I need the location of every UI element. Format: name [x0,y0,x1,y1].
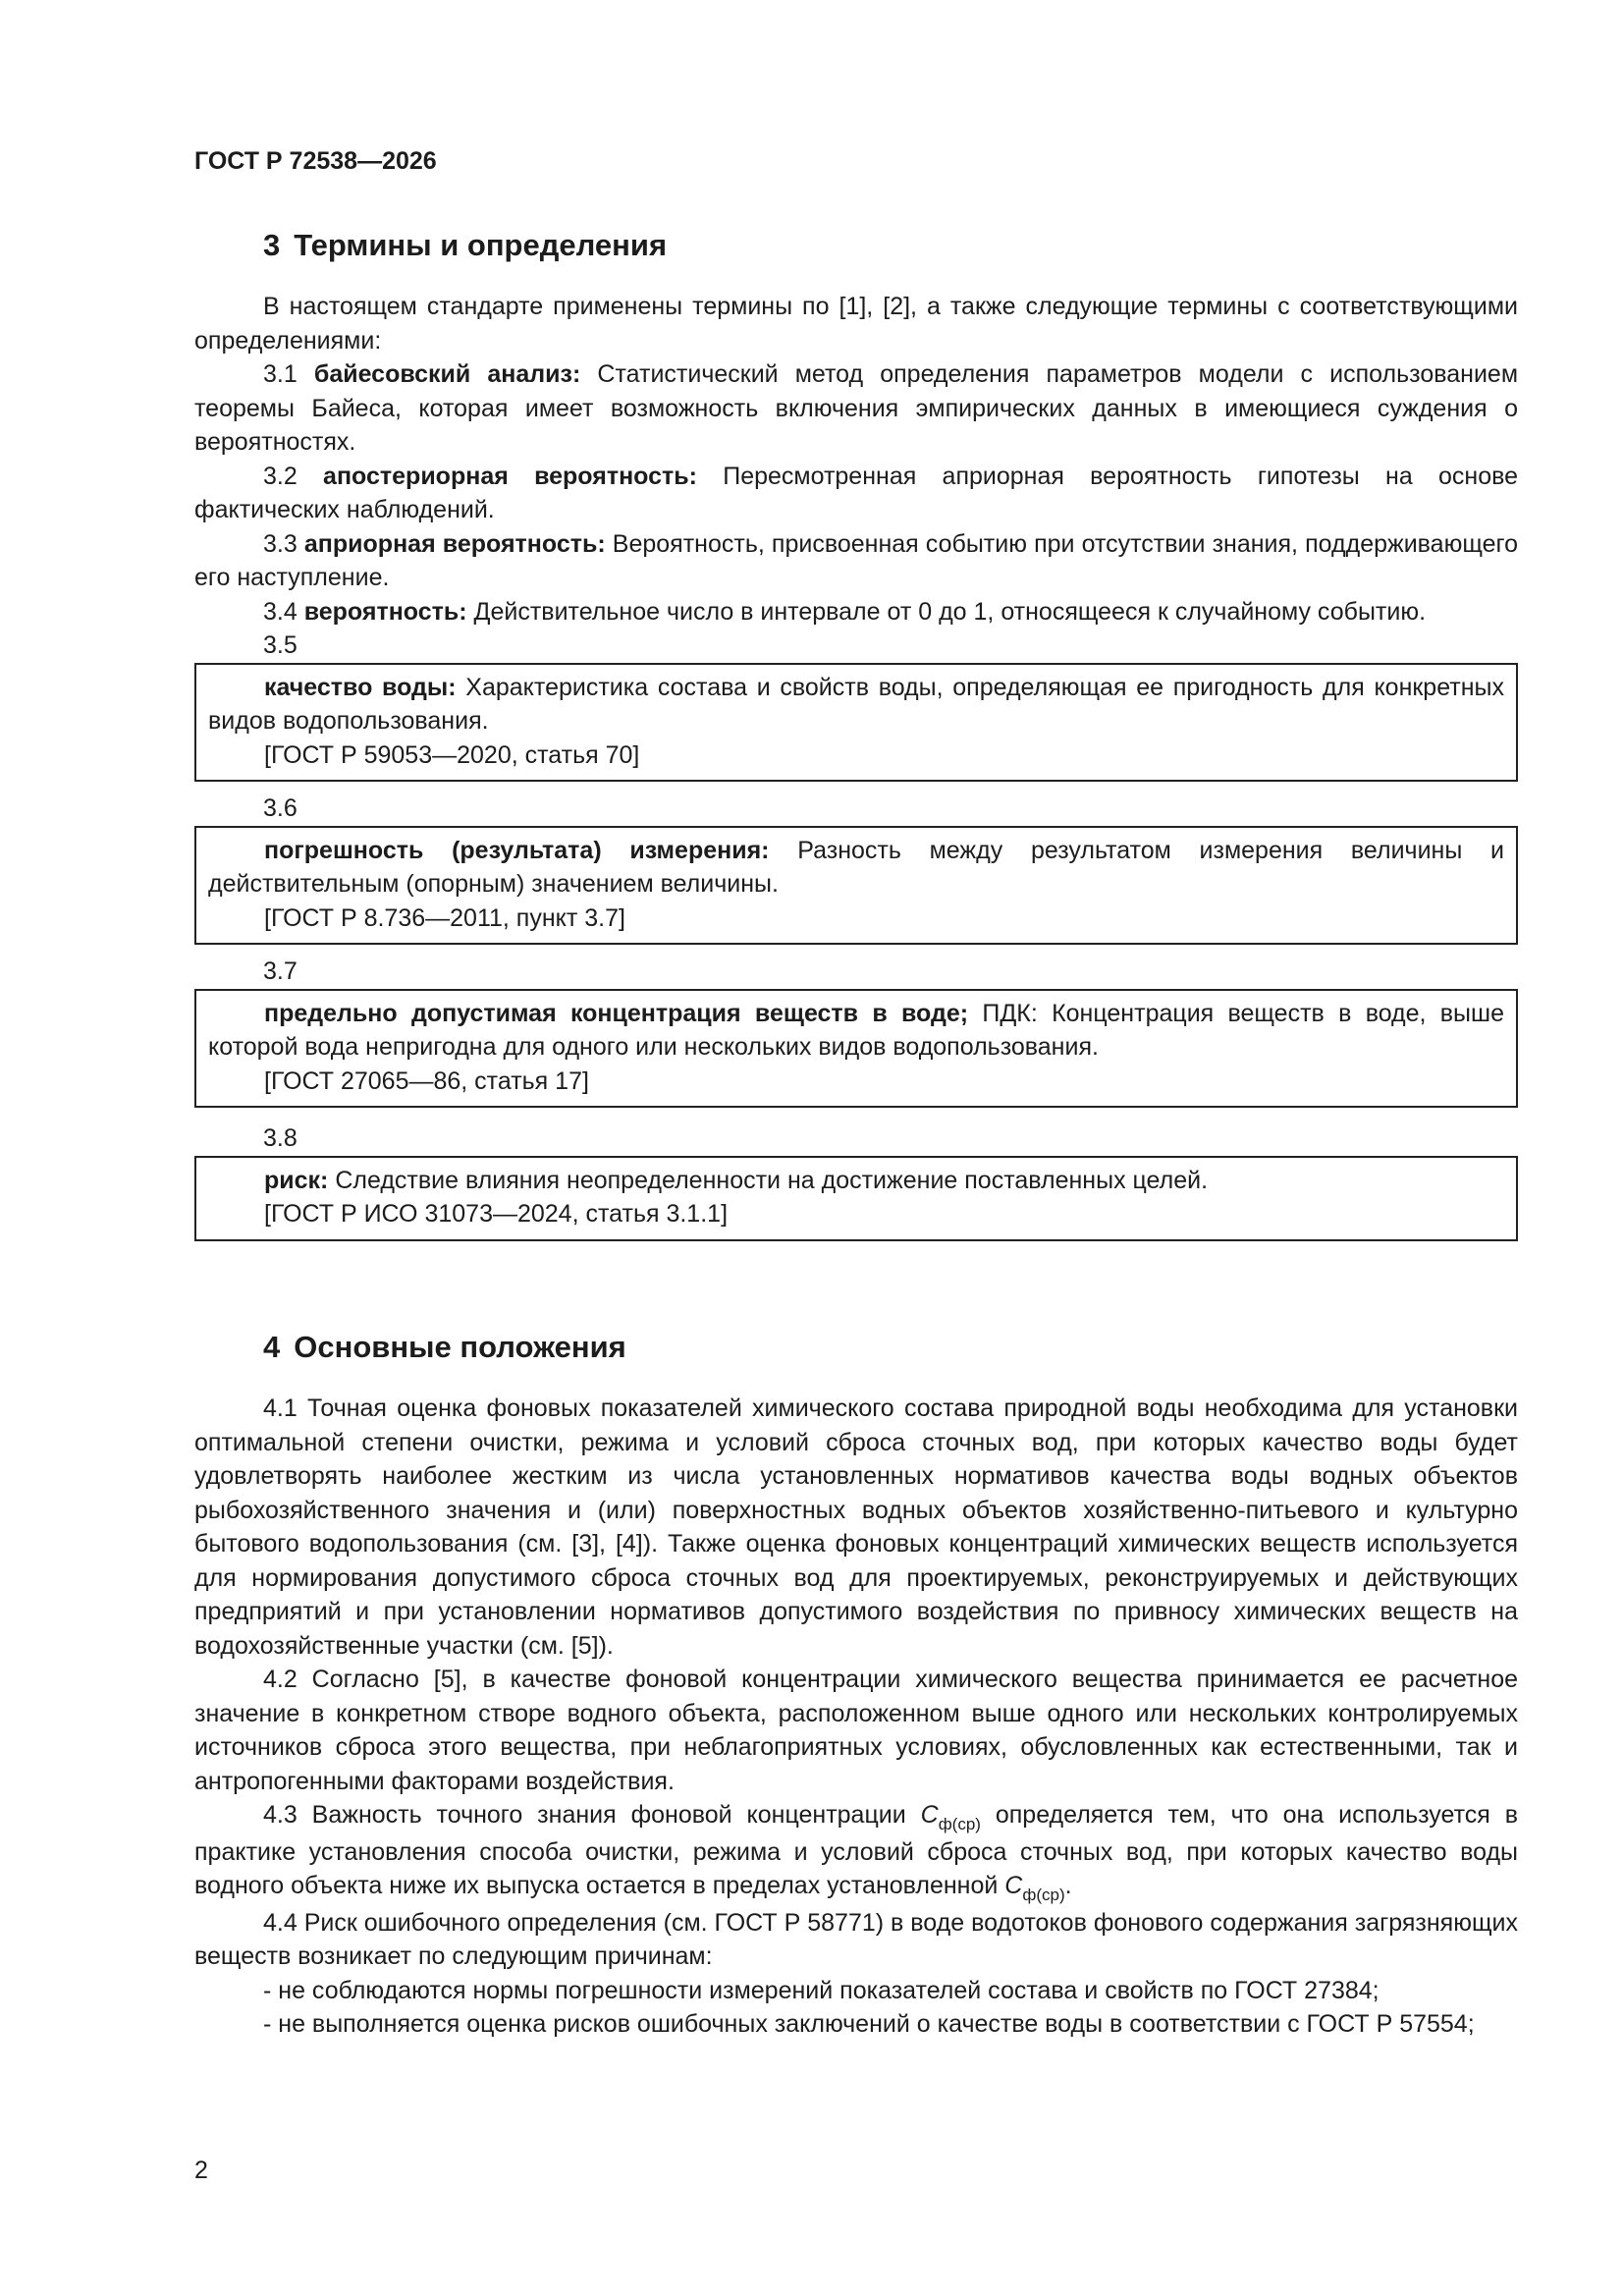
section-number: 3 [263,228,281,262]
section-3-heading [263,228,1587,263]
list-item: - не выполняется оценка рисков ошибочных заключений о качестве воды в соответствии с ГОСТ Р 57554; [263,2010,1475,2038]
section-intro: В настоящем стандарте применены термины по [1], [2], а также следующие термины с соответствующими определениями: [194,293,1518,355]
document-id: ГОСТ Р 72538—2026 [194,147,437,175]
paragraph-4-1: 4.1 Точная оценка фоновых показателей химического состава природной воды необходима для установки оптимальной степени очистки, режима и условий сброса сточных вод, при которых качество воды будет удовлетворять наиболее жестким из числа установленных нормативов качества воды водных объектов рыбохозяйственного значения и (или) поверхностных водных объектов хозяйственно-питьевого и культурно бытового водопользования (см. [3], [4]). Также оценка фоновых концентраций химических веществ используется для нормирования допустимого сброса сточных вод для проектируемых, реконструируемых и действующих предприятий и при установлении нормативов допустимого воздействия по привносу химических веществ на водохозяйственные участки (см. [5]). [194,1394,1518,1660]
term-3-5-box [194,663,1518,783]
section-title: Основные положения [294,1330,626,1364]
subscript: ф(ср) [1022,1886,1065,1904]
term-3-8-text: риск: Следствие влияния неопределенности на достижение поставленных целей. [264,1166,1209,1194]
term-3-8-box [194,1156,1518,1241]
term-3-7-source: [ГОСТ 27065—86, статья 17] [264,1066,589,1095]
term-3-7-box [194,989,1518,1109]
term-3-6-box [194,826,1518,946]
symbol-c: C [1004,1872,1023,1899]
page-number: 2 [194,2157,208,2184]
term-3-5-number: 3.5 [263,631,298,659]
term-3-6-text: погрешность (результата) измерения: Разность между результатом измерения величины и действительным (опорным) значением величины. [208,836,1505,898]
term-3-8-number: 3.8 [263,1124,298,1152]
paragraph-4-2: 4.2 Согласно [5], в качестве фоновой концентрации химического вещества принимается ее расчетное значение в конкретном створе водного объекта, расположенном выше одного или нескольких контролируемых источников сброса этого вещества, при неблагоприятных условиях, обусловленных как естественными, так и антропогенными факторами воздействия. [194,1666,1518,1795]
term-3-7-number: 3.7 [263,957,298,985]
paragraph-4-3: 4.3 Важность точного знания фоновой концентрации $C_{ф(ср)}$ определяется тем, что она используется в практике установления способа очистки, режима и условий сброса сточных вод, при которых качество воды водного объекта ниже их выпуска остается в пределах установленной $C_{ф(ср)}$. [194,1801,1518,1904]
paragraph-4-4: 4.4 Риск ошибочного определения (см. ГОСТ Р 58771) в воде водотоков фонового содержания загрязняющих веществ возникает по следующим причинам: [194,1908,1518,1970]
section-4-heading [263,1330,1587,1365]
term-3-7-text: предельно допустимая концентрация веществ в воде; ПДК: Концентрация веществ в воде, выше которой вода непригодна для одного или нескольких видов водопользования. [208,999,1504,1061]
term-3-8-source: [ГОСТ Р ИСО 31073—2024, статья 3.1.1] [264,1200,729,1228]
list-item: - не соблюдаются нормы погрешности измерений показателей состава и свойств по ГОСТ 27384; [263,1976,1380,2004]
section-4-body [194,1392,1518,2042]
symbol-c: C [920,1801,939,1829]
term-3-1: 3.1 байесовский анализ: Статистический метод определения параметров модели с использованием теоремы Байеса, которая имеет возможность включения эмпирических данных в имеющиеся суждения о вероятностях. [194,360,1519,456]
section-number: 4 [263,1330,281,1364]
term-3-2: 3.2 апостериорная вероятность: Пересмотренная априорная вероятность гипотезы на основе фактических наблюдений. [194,462,1519,523]
term-3-4: 3.4 вероятность: Действительное число в интервале от 0 до 1, относящееся к случайному событию. [263,597,1427,626]
section-3-body [194,290,1518,1241]
term-3-5-text: качество воды: Характеристика состава и свойств воды, определяющая ее пригодность для конкретных видов водопользования. [208,673,1505,735]
term-3-3: 3.3 априорная вероятность: Вероятность, присвоенная событию при отсутствии знания, поддерживающего его наступление. [194,529,1519,591]
term-3-6-number: 3.6 [263,794,298,822]
subscript: ф(ср) [938,1815,981,1833]
term-3-5-source: [ГОСТ Р 59053—2020, статья 70] [264,740,640,769]
section-title: Термины и определения [294,228,668,262]
term-3-6-source: [ГОСТ Р 8.736—2011, пункт 3.7] [264,903,625,932]
